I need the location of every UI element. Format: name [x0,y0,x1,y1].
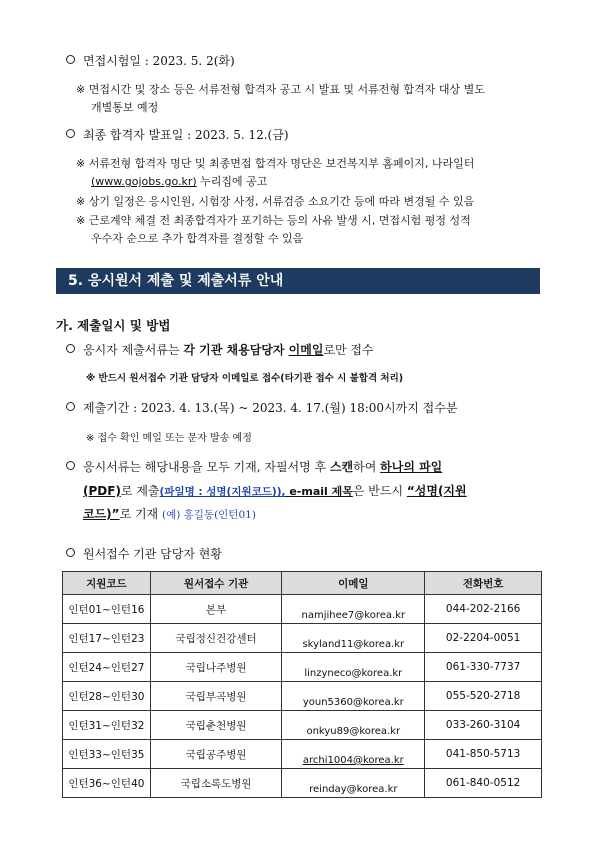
interview-note-line2: 개별통보 예정 [91,101,159,114]
contacts-table [62,571,542,798]
docs-item-line3: 코드)”로 기재 (예) 홍길동(인턴01) [83,507,256,521]
header-email: 이메일 [282,572,425,595]
header-phone: 전화번호 [425,572,542,595]
gojobs-link[interactable]: (www.gojobs.go.kr) [91,175,197,188]
bullet-circle-icon [66,402,75,411]
cell-code: 인턴24~인턴27 [63,653,151,682]
table-row [63,711,542,740]
interview-date: 면접시험일 : 2023. 5. 2(화) [83,54,235,68]
submit-method-item: 응시자 제출서류는 각 기관 채용담당자 이메일로만 접수 [66,341,374,358]
table-intro-item [66,545,222,562]
bullet-circle-icon [66,344,75,353]
table-row [63,769,542,798]
period-item [66,399,457,416]
cell-code: 인턴28~인턴30 [63,682,151,711]
final-date: 최종 합격자 발표일 : 2023. 5. 12.(금) [83,128,289,142]
bullet-circle-icon [66,461,75,470]
contract-note-line1: ※ 근로계약 체결 전 최종합격자가 포기하는 등의 사유 발생 시, 면접시험 평정 성적 [76,214,471,227]
submit-warning-note: ※ 반드시 원서접수 기관 담당자 이메일로 접수(타기관 접수 시 불합격 처리) [86,373,404,384]
cell-agency: 국립공주병원 [150,740,282,769]
cell-phone: 061-840-0512 [425,769,542,798]
table-row [63,682,542,711]
header-agency: 원서접수 기관 [150,572,282,595]
bullet-circle-icon [66,548,75,557]
cell-code: 인턴33~인턴35 [63,740,151,769]
cell-email[interactable]: linzyneco@korea.kr [282,653,425,682]
cell-code: 인턴31~인턴32 [63,711,151,740]
cell-agency: 국립나주병원 [150,653,282,682]
cell-email[interactable]: youn5360@korea.kr [282,682,425,711]
final-note-line1: ※ 서류전형 합격자 명단 및 최종면접 합격자 명단은 보건복지부 홈페이지, 나라일터 [76,157,475,170]
cell-agency: 국립소록도병원 [150,769,282,798]
cell-email[interactable]: onkyu89@korea.kr [282,711,425,740]
cell-code: 인턴01~인턴16 [63,595,151,624]
cell-agency: 국립정신건강센터 [150,624,282,653]
final-date-item [66,126,289,143]
table-header-row [63,572,542,595]
final-note-line2: (www.gojobs.go.kr) 누리집에 공고 [91,175,268,188]
cell-code: 인턴17~인턴23 [63,624,151,653]
table-row [63,740,542,769]
subheading: 가. 제출일시 및 방법 [56,318,171,333]
cell-email[interactable]: skyland11@korea.kr [282,624,425,653]
interview-note-line1: ※ 면접시간 및 장소 등은 서류전형 합격자 공고 시 발표 및 서류전형 합격자 대상 별도 [76,83,485,96]
table-row [63,595,542,624]
table-row [63,624,542,653]
cell-phone: 044-202-2166 [425,595,542,624]
cell-phone: 033-260-3104 [425,711,542,740]
cell-agency: 본부 [150,595,282,624]
schedule-change-note: ※ 상기 일정은 응시인원, 시험장 사정, 서류검증 소요기간 등에 따라 변경될 수 있음 [76,195,475,208]
interview-date-item [66,52,235,69]
cell-email[interactable]: namjihee7@korea.kr [282,595,425,624]
cell-phone: 055-520-2718 [425,682,542,711]
period-note: ※ 접수 확인 메일 또는 문자 발송 예정 [86,433,252,444]
cell-email[interactable]: archi1004@korea.kr [282,740,425,769]
contract-note-line2: 우수자 순으로 추가 합격자를 결정할 수 있음 [91,232,304,245]
cell-phone: 041-850-5713 [425,740,542,769]
cell-phone: 061-330-7737 [425,653,542,682]
table-intro: 원서접수 기관 담당자 현황 [83,547,222,561]
cell-code: 인턴36~인턴40 [63,769,151,798]
header-code: 지원코드 [63,572,151,595]
cell-email[interactable]: reinday@korea.kr [282,769,425,798]
table-row [63,653,542,682]
bullet-circle-icon [66,129,75,138]
period-text: 제출기간 : 2023. 4. 13.(목) ~ 2023. 4. 17.(월) 18:00시까지 접수분 [83,401,458,415]
cell-agency: 국립춘천병원 [150,711,282,740]
bullet-circle-icon [66,55,75,64]
cell-agency: 국립부곡병원 [150,682,282,711]
docs-item-line1: 응시서류는 해당내용을 모두 기재, 자필서명 후 스캔하여 하나의 파일 [66,458,442,475]
section-title-banner: 5. 응시원서 제출 및 제출서류 안내 [56,268,540,294]
cell-phone: 02-2204-0051 [425,624,542,653]
docs-item-line2: (PDF)로 제출(파일명 : 성명(지원코드)), e-mail 제목은 반드시 “성명(지원 [83,484,467,498]
